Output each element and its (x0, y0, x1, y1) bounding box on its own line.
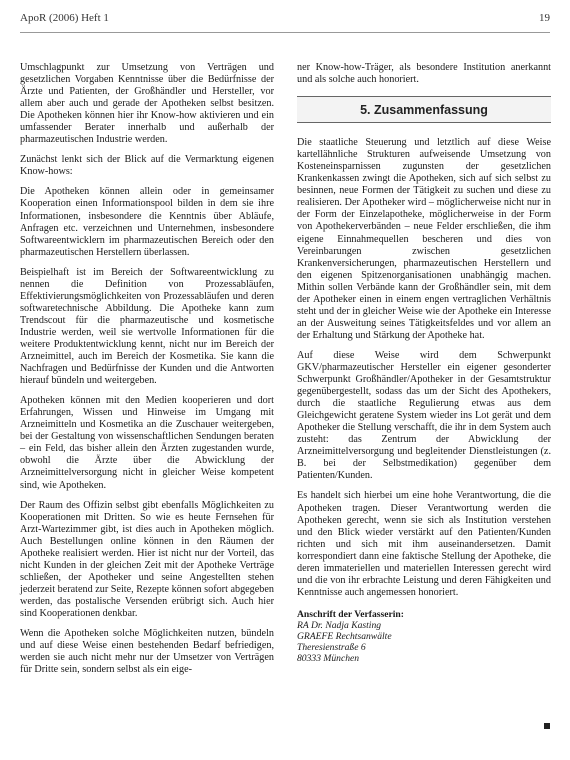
header-rule (20, 32, 550, 33)
paragraph: Die Apotheken können allein oder in gemeinsamer Kooperation einen Informationspool bilden in dem sie ihre Informationen, insbesondere die Kenntnis über Abläufe, Anfragen etc. verzeichnen und Unternehmen, insbesondere Softwareentwicklern im pharmazeutischen Bereich oder den pharmazeutischen Herstellern überlassen. (20, 186, 274, 258)
page-number: 19 (539, 12, 550, 24)
paragraph: Der Raum des Offizin selbst gibt ebenfalls Möglichkeiten zu Kooperationen mit Dritten. So wie es heute Fernsehen für Arzt-Wartezimmer gibt, ist dies auch in Apotheken möglich. Auch Bestellungen online können in den Räumen der Apotheke realisiert werden. Hier ist nicht nur der Vorteil, das nicht Kunden in der gleichen Zeit mit der Apotheke Verträge schließen, der Apotheker und seine Angestellten stehen jederzeit beratend zur Seite, Rezepte können sofort abgegeben werden, das postalische Versenden erübrigt sich. Auch hier sind Kooperationen denkbar. (20, 499, 275, 619)
end-of-article-mark (544, 723, 550, 729)
journal-title: ApoR (2006) Heft 1 (20, 12, 109, 24)
paragraph: Wenn die Apotheken solche Möglichkeiten nutzen, bündeln und auf diese Weise einen bestehenden Bedarf befriedigen, werden sie auch nicht mehr nur der Umsetzer von Verträgen für Dritte sein, sondern selbst als ein eige- (20, 628, 274, 676)
paragraph: Umschlagpunkt zur Umsetzung von Verträgen und gesetzlichen Vorgaben Kenntnisse über die Bedürfnisse der Ärzte und Patienten, der Großhändler und Hersteller, vor allem aber auch und gerade der Apotheken selbst besitzen. Die Apotheken können hier ihr Know-how aktivieren und ein umfassender Berater innerhalb und außerhalb der pharmazeutischen Industrie werden. (20, 62, 274, 146)
paragraph: Die staatliche Steuerung und letztlich auf diese Weise kartellähnliche Strukturen aufweisende Umsetzung von Kosteneinsparnissen zugunsten der gesetzlichen Krankenkassen zwingt die Apotheken, sich auf sich selbst zu besinnen, neue Formen der Tätigkeit zu suchen und diese zu realisieren. Der Apotheker wird – möglicherweise nicht nur in der Form der Einzelapotheke, möglicherweise in der Form von Apothekerverbänden – neue Felder erschließen, die ihm eigene Einnahmequellen bescheren und dies von Vereinbarungen zwischen gesetzlichen Krankenversicherungen, pharmazeutischen Herstellern und den eigenen Spitzenorganisationen unabhängig machen. Mithin sollen Verbände kann der Großhändler sein, mit dem der Apotheker einen in einem engen vertraglichen Verhältnis steht und der in gleicher Weise wie der Apotheke ein Interesse an der Ausweitung seines Tätigkeitsfeldes und vor allem an der Erhaltung und Stärkung der Apotheke hat. (297, 137, 551, 341)
left-column (20, 62, 274, 684)
paragraph: Apotheken können mit den Medien kooperieren und dort Erfahrungen, Wissen und Hinweise im Umgang mit Arzneimitteln und Kosmetika an die Zuschauer weitergeben, bei der Gestaltung von wissenschaftlichen Sendungen beraten – ein Feld, das bisher allein den Ärzten zugestanden wurde, obwohl die Ärzte über die Abwicklung der Arzneimittelversorgung nicht in gleicher Weise kompetent sind, wie Apotheken. (20, 395, 274, 491)
paragraph: Auf diese Weise wird dem Schwerpunkt GKV/pharmazeutischer Hersteller ein eigener gesonderter Schwerpunkt Großhändler/Apotheker in der Gesamtstruktur gegenübergestellt, sodass das um der Sicht des Apothekers, durch die staatliche Regulierung etwas aus dem Gleichgewicht geratene System wieder ins Lot gerät und dem Apotheker die Stellung verschafft, die ihr in dem System auch zusteht: das Zentrum der Abwicklung der Arzneimittelversorgung und begleitender Dienstleistungen (z. B. bei der Selbstmedikation) gegenüber dem Patienten/Kunden. (297, 349, 551, 482)
paragraph: Beispielhaft ist im Bereich der Softwareentwicklung zu nennen die Definition von Prozessabläufen, Effektivierungsmöglichkeiten von Prozessabläufen und deren softwaretechnische Abbildung. Die Apotheke kann zum Trendscout für die pharmazeutische und kosmetische Industrie werden, weil sie wertvolle Informationen für die weitere Produktentwicklung kennt, nicht nur im Bereich der Arzneimittel, auch im Bereich der Kosmetika. Sie kann die Nachfragen und Bedürfnisse der Kunden und die Antworten hierauf bündeln und weitergeben. (20, 266, 274, 387)
paragraph: ner Know-how-Träger, als besondere Institution anerkannt und als solche auch honoriert. (297, 62, 551, 86)
address-line: 80333 München (297, 652, 360, 664)
paragraph: Zunächst lenkt sich der Blick auf die Vermarktung eigenen Know-hows: (20, 154, 274, 178)
page-header (20, 12, 550, 30)
section-heading: 5. Zusammenfassung (297, 96, 551, 123)
paragraph: Es handelt sich hierbei um eine hohe Verantwortung, die die Apotheken tragen. Dieser Verantwortung werden die Apotheken gerecht, wenn sie sich als Institution verstehen und den Blick wieder verstärkt auf den Patienten/Kunden richten und sich mit ihm auseinandersetzen. Damit korrespondiert dann eine faktische Stellung der Apotheke, die deren immateriellen und materiellen Interessen gerecht wird und die von ihr erbrachte Leistung und deren Fähigkeiten und Kenntnisse auch angemessen honoriert. (297, 490, 551, 598)
address-line: Theresienstraße 6 (297, 641, 366, 653)
author-address (297, 609, 551, 664)
address-heading: Anschrift der Verfasserin: (297, 608, 404, 620)
address-line: GRAEFE Rechtsanwälte (297, 630, 392, 642)
address-line: RA Dr. Nadja Kasting (297, 619, 382, 631)
right-column (297, 62, 551, 664)
